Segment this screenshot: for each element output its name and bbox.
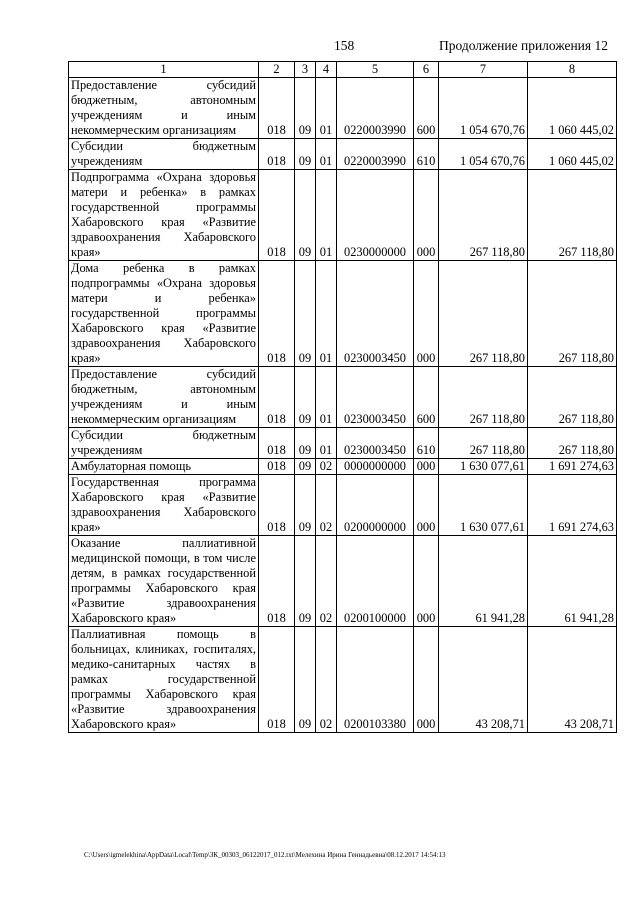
- cell-target-article: 0220003990: [337, 78, 414, 139]
- cell-target-article: 0200000000: [337, 475, 414, 536]
- cell-amount-year-2: 1 691 274,63: [528, 459, 617, 475]
- cell-target-article: 0200103380: [337, 627, 414, 733]
- column-number-6: 6: [414, 62, 439, 78]
- cell-target-article: 0200100000: [337, 536, 414, 627]
- cell-amount-year-1: 267 118,80: [439, 170, 528, 261]
- column-number-3: 3: [295, 62, 316, 78]
- table-row: [69, 459, 617, 475]
- cell-subsection: 01: [316, 78, 337, 139]
- cell-target-article: 0220003990: [337, 139, 414, 170]
- table-row: [69, 139, 617, 170]
- cell-chapter: 018: [259, 475, 295, 536]
- cell-amount-year-2: 267 118,80: [528, 261, 617, 367]
- cell-section: 09: [295, 367, 316, 428]
- table-row: [69, 475, 617, 536]
- cell-amount-year-1: 267 118,80: [439, 261, 528, 367]
- cell-target-article: 0230000000: [337, 170, 414, 261]
- cell-expense-type: 610: [414, 428, 439, 459]
- table-row: [69, 428, 617, 459]
- cell-amount-year-1: 43 208,71: [439, 627, 528, 733]
- cell-subsection: 01: [316, 170, 337, 261]
- cell-amount-year-1: 1 630 077,61: [439, 459, 528, 475]
- cell-amount-year-2: 43 208,71: [528, 627, 617, 733]
- appendix-continuation-label: Продолжение приложения 12: [438, 38, 608, 53]
- cell-name: Амбулаторная помощь: [69, 459, 259, 475]
- table-row: [69, 170, 617, 261]
- column-number-1: 1: [69, 62, 259, 78]
- table-row: [69, 627, 617, 733]
- cell-name: Предоставление субсидий бюджетным, автономным учреждениям и иным некоммерческим организациям: [69, 367, 259, 428]
- cell-section: 09: [295, 139, 316, 170]
- cell-expense-type: 600: [414, 367, 439, 428]
- cell-amount-year-2: 267 118,80: [528, 367, 617, 428]
- cell-chapter: 018: [259, 78, 295, 139]
- cell-expense-type: 000: [414, 459, 439, 475]
- cell-section: 09: [295, 475, 316, 536]
- cell-expense-type: 610: [414, 139, 439, 170]
- cell-amount-year-1: 1 054 670,76: [439, 78, 528, 139]
- column-number-7: 7: [439, 62, 528, 78]
- cell-amount-year-2: 1 060 445,02: [528, 139, 617, 170]
- column-number-2: 2: [259, 62, 295, 78]
- cell-name: Субсидии бюджетным учреждениям: [69, 428, 259, 459]
- cell-amount-year-2: 1 691 274,63: [528, 475, 617, 536]
- cell-subsection: 02: [316, 536, 337, 627]
- cell-expense-type: 000: [414, 170, 439, 261]
- cell-amount-year-2: 1 060 445,02: [528, 78, 617, 139]
- cell-name: Подпрограмма «Охрана здоровья матери и ребенка» в рамках государственной программы Хабаровского края «Развитие здравоохранения Хабаровского края»: [69, 170, 259, 261]
- cell-amount-year-2: 267 118,80: [528, 170, 617, 261]
- cell-amount-year-1: 61 941,28: [439, 536, 528, 627]
- cell-amount-year-1: 267 118,80: [439, 428, 528, 459]
- cell-amount-year-1: 1 630 077,61: [439, 475, 528, 536]
- cell-section: 09: [295, 261, 316, 367]
- page-number: 158: [334, 38, 355, 53]
- cell-amount-year-2: 267 118,80: [528, 428, 617, 459]
- column-number-row: [69, 62, 617, 78]
- cell-expense-type: 000: [414, 536, 439, 627]
- cell-target-article: 0000000000: [337, 459, 414, 475]
- column-number-8: 8: [528, 62, 617, 78]
- cell-name: Дома ребенка в рамках подпрограммы «Охрана здоровья матери и ребенка» государственной программы Хабаровского края «Развитие здравоохранения Хабаровского края»: [69, 261, 259, 367]
- cell-expense-type: 000: [414, 261, 439, 367]
- column-number-5: 5: [337, 62, 414, 78]
- cell-chapter: 018: [259, 367, 295, 428]
- cell-section: 09: [295, 627, 316, 733]
- cell-chapter: 018: [259, 459, 295, 475]
- budget-table: [68, 61, 617, 733]
- cell-subsection: 01: [316, 139, 337, 170]
- table-row: [69, 261, 617, 367]
- cell-subsection: 01: [316, 261, 337, 367]
- cell-target-article: 0230003450: [337, 367, 414, 428]
- cell-chapter: 018: [259, 139, 295, 170]
- cell-subsection: 02: [316, 459, 337, 475]
- cell-section: 09: [295, 459, 316, 475]
- cell-target-article: 0230003450: [337, 261, 414, 367]
- cell-chapter: 018: [259, 627, 295, 733]
- table-row: [69, 536, 617, 627]
- file-path-footer: C:\Users\igmelekhina\AppData\Local\Temp\ЗК_00303_06122017_012.txt\Мелехина Ирина Геннадьевна\08.12.2017 14:54:13: [84, 851, 446, 859]
- cell-chapter: 018: [259, 536, 295, 627]
- cell-chapter: 018: [259, 170, 295, 261]
- cell-name: Государственная программа Хабаровского края «Развитие здравоохранения Хабаровского края»: [69, 475, 259, 536]
- cell-amount-year-2: 61 941,28: [528, 536, 617, 627]
- cell-section: 09: [295, 170, 316, 261]
- cell-name: Субсидии бюджетным учреждениям: [69, 139, 259, 170]
- cell-target-article: 0230003450: [337, 428, 414, 459]
- cell-section: 09: [295, 428, 316, 459]
- cell-section: 09: [295, 536, 316, 627]
- table-row: [69, 78, 617, 139]
- column-number-4: 4: [316, 62, 337, 78]
- cell-chapter: 018: [259, 428, 295, 459]
- cell-expense-type: 000: [414, 627, 439, 733]
- cell-subsection: 01: [316, 428, 337, 459]
- cell-subsection: 02: [316, 475, 337, 536]
- cell-chapter: 018: [259, 261, 295, 367]
- cell-expense-type: 600: [414, 78, 439, 139]
- table-row: [69, 367, 617, 428]
- cell-name: Предоставление субсидий бюджетным, автономным учреждениям и иным некоммерческим организациям: [69, 78, 259, 139]
- cell-subsection: 01: [316, 367, 337, 428]
- cell-name: Оказание паллиативной медицинской помощи, в том числе детям, в рамках государственной программы Хабаровского края «Развитие здравоохранения Хабаровского края»: [69, 536, 259, 627]
- cell-amount-year-1: 267 118,80: [439, 367, 528, 428]
- cell-expense-type: 000: [414, 475, 439, 536]
- cell-amount-year-1: 1 054 670,76: [439, 139, 528, 170]
- cell-section: 09: [295, 78, 316, 139]
- cell-subsection: 02: [316, 627, 337, 733]
- cell-name: Паллиативная помощь в больницах, клиниках, госпиталях, медико-санитарных частях в рамках государственной программы Хабаровского края «Развитие здравоохранения Хабаровского края»: [69, 627, 259, 733]
